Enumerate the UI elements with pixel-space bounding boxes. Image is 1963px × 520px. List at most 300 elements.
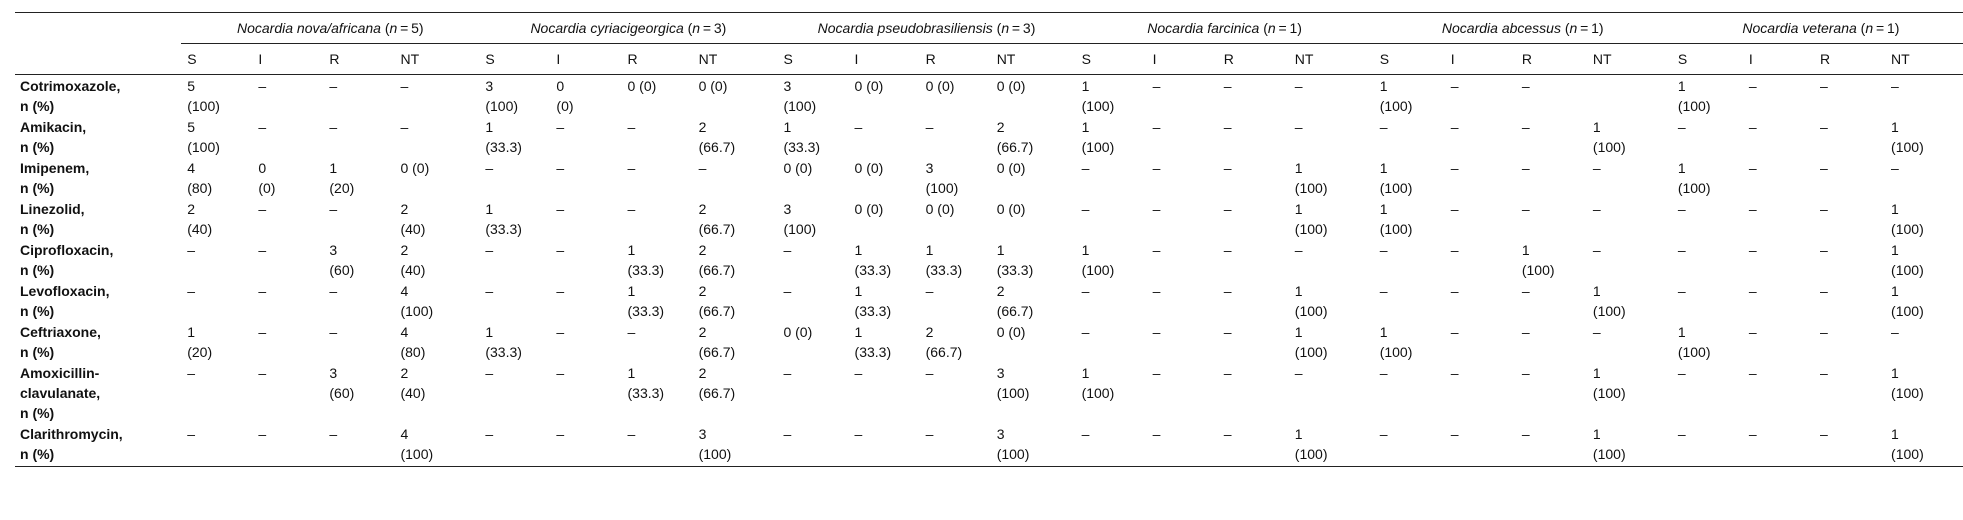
value-line: 0 (0) — [854, 160, 884, 176]
value-line: – — [1891, 160, 1899, 176]
value-cell — [1814, 157, 1885, 198]
value-cell — [693, 116, 778, 157]
subheader-blank-cell — [15, 44, 181, 75]
value-line: (66.7) — [925, 344, 963, 360]
value-cell — [920, 116, 991, 157]
value-cell — [1076, 157, 1147, 198]
value-cell — [849, 239, 920, 280]
value-line: 1 — [329, 160, 338, 176]
value-cell — [920, 198, 991, 239]
value-line: – — [627, 119, 636, 135]
value-cell — [1374, 321, 1445, 362]
paren-open: ( — [1560, 20, 1570, 36]
value-line: 2 — [698, 283, 707, 299]
value-cell — [1885, 321, 1963, 362]
value-cell — [1289, 321, 1374, 362]
value-cell — [479, 157, 550, 198]
value-line: – — [1294, 365, 1303, 381]
species-header — [479, 13, 777, 44]
value-cell — [849, 198, 920, 239]
value-line: – — [1152, 365, 1161, 381]
value-cell — [1076, 198, 1147, 239]
value-cell — [394, 239, 479, 280]
value-cell — [252, 75, 323, 117]
value-line: – — [1592, 242, 1601, 258]
category-header-r: R — [920, 44, 991, 75]
value-line: – — [1521, 324, 1530, 340]
value-line: – — [556, 242, 565, 258]
value-line: 3 — [698, 426, 707, 442]
value-cell — [777, 423, 848, 467]
value-line: (66.7) — [698, 262, 736, 278]
value-cell — [1587, 280, 1672, 321]
value-line: – — [1223, 78, 1232, 94]
value-cell — [1147, 280, 1218, 321]
value-cell — [849, 157, 920, 198]
value-cell — [252, 157, 323, 198]
value-line: 1 — [627, 365, 636, 381]
value-line: 3 — [996, 365, 1005, 381]
drug-name-line: Levofloxacin, — [20, 283, 110, 299]
paren-open: ( — [380, 20, 390, 36]
species-name: Nocardia nova/africana — [236, 20, 381, 36]
value-line: (100) — [1294, 344, 1328, 360]
value-cell — [1516, 280, 1587, 321]
value-line: (33.3) — [854, 303, 892, 319]
value-line: 2 — [698, 201, 707, 217]
value-cell — [1445, 321, 1516, 362]
value-cell — [1814, 116, 1885, 157]
value-cell — [1147, 116, 1218, 157]
category-header-nt: NT — [1587, 44, 1672, 75]
value-cell — [323, 423, 394, 467]
value-line: – — [1081, 160, 1090, 176]
value-line: 4 — [400, 324, 409, 340]
value-cell — [1147, 362, 1218, 423]
value-line: – — [1677, 365, 1686, 381]
value-line: (100) — [1891, 385, 1924, 401]
n-label: n — [1001, 20, 1010, 36]
table-row — [15, 116, 1963, 157]
value-cell — [479, 75, 550, 117]
value-line: 1 — [627, 242, 636, 258]
value-cell — [1147, 157, 1218, 198]
value-cell — [1587, 321, 1672, 362]
value-cell — [693, 157, 778, 198]
value-cell — [323, 362, 394, 423]
value-cell — [991, 75, 1076, 117]
value-line: 5 — [187, 119, 196, 135]
value-line: 2 — [187, 201, 196, 217]
value-line: (66.7) — [698, 139, 736, 155]
value-line: 1 — [1891, 283, 1899, 299]
value-line: (66.7) — [996, 303, 1034, 319]
value-line: (33.3) — [854, 262, 892, 278]
value-cell — [181, 423, 252, 467]
value-line: – — [1819, 426, 1828, 442]
value-line: (100) — [1891, 221, 1924, 237]
category-header-nt: NT — [1885, 44, 1963, 75]
species-header-row — [15, 13, 1963, 44]
species-header — [1076, 13, 1374, 44]
value-cell — [1218, 423, 1289, 467]
value-line: – — [1223, 119, 1232, 135]
value-line: 1 — [854, 324, 863, 340]
value-cell — [991, 280, 1076, 321]
value-cell — [991, 116, 1076, 157]
value-cell — [550, 423, 621, 467]
value-line: 1 — [1294, 201, 1303, 217]
value-line: 3 — [329, 242, 338, 258]
value-line: – — [1450, 78, 1459, 94]
value-line: (100) — [1891, 446, 1924, 462]
value-line: (100) — [1379, 221, 1413, 237]
value-line: 3 — [783, 201, 792, 217]
value-cell — [550, 321, 621, 362]
n-value: 3 — [1022, 20, 1031, 36]
value-cell — [849, 321, 920, 362]
drug-name-line: n (%) — [20, 98, 55, 114]
value-line: – — [925, 426, 934, 442]
value-line: (33.3) — [485, 221, 522, 237]
value-line: – — [1521, 426, 1530, 442]
value-cell — [394, 198, 479, 239]
value-cell — [1445, 116, 1516, 157]
value-cell — [1289, 75, 1374, 117]
value-cell — [323, 116, 394, 157]
value-cell — [252, 116, 323, 157]
value-cell — [1076, 321, 1147, 362]
value-cell — [1218, 280, 1289, 321]
value-line: – — [627, 324, 636, 340]
drug-name-line: Amoxicillin- — [20, 365, 100, 381]
value-line: – — [783, 365, 792, 381]
value-line: – — [627, 201, 636, 217]
value-cell — [1885, 75, 1963, 117]
value-line: 2 — [400, 365, 409, 381]
value-line: – — [1521, 78, 1530, 94]
value-cell — [181, 198, 252, 239]
value-line: 1 — [1592, 426, 1601, 442]
drug-name-line: n (%) — [20, 405, 55, 421]
value-cell — [394, 157, 479, 198]
value-line: 1 — [854, 283, 863, 299]
value-line: 0 (0) — [996, 201, 1026, 217]
value-line: 2 — [996, 283, 1005, 299]
value-line: – — [1450, 242, 1459, 258]
value-cell — [1374, 75, 1445, 117]
value-line: – — [1223, 242, 1232, 258]
table-row — [15, 362, 1963, 423]
drug-name-line: n (%) — [20, 180, 55, 196]
value-cell — [394, 280, 479, 321]
n-value: 1 — [1591, 20, 1599, 36]
value-cell — [252, 198, 323, 239]
value-line: – — [258, 242, 267, 258]
value-line: 3 — [485, 78, 494, 94]
drug-name-line: clavulanate, — [20, 385, 101, 401]
value-line: – — [556, 324, 565, 340]
value-cell — [1374, 116, 1445, 157]
value-line: 1 — [187, 324, 196, 340]
value-cell — [1743, 321, 1814, 362]
value-cell — [181, 116, 252, 157]
value-line: (20) — [187, 344, 213, 360]
value-line: – — [1379, 426, 1388, 442]
value-line: (80) — [187, 180, 213, 196]
value-line: – — [1819, 201, 1828, 217]
value-line: 1 — [1891, 119, 1899, 135]
n-value: 5 — [411, 20, 419, 36]
value-cell — [1672, 157, 1743, 198]
value-line: – — [1677, 201, 1686, 217]
value-line: – — [925, 283, 934, 299]
value-cell — [323, 239, 394, 280]
value-cell — [181, 75, 252, 117]
value-cell — [777, 321, 848, 362]
species-header — [777, 13, 1075, 44]
value-cell — [394, 116, 479, 157]
value-cell — [1147, 75, 1218, 117]
value-line: (33.3) — [627, 262, 665, 278]
value-cell — [777, 362, 848, 423]
value-cell — [1076, 280, 1147, 321]
value-line: 1 — [1592, 283, 1601, 299]
table-row — [15, 198, 1963, 239]
value-line: 5 — [187, 78, 196, 94]
category-header-nt: NT — [394, 44, 479, 75]
value-line: (40) — [400, 385, 426, 401]
drug-name-cell — [15, 321, 181, 362]
value-cell — [1076, 75, 1147, 117]
value-line: – — [1450, 283, 1459, 299]
drug-name-line: n (%) — [20, 262, 55, 278]
drug-name-line: Cotrimoxazole, — [20, 78, 121, 94]
value-cell — [1587, 116, 1672, 157]
category-header-s: S — [479, 44, 550, 75]
value-cell — [777, 116, 848, 157]
value-line: (40) — [400, 221, 426, 237]
value-cell — [1672, 321, 1743, 362]
value-line: 1 — [1891, 242, 1899, 258]
value-line: 3 — [329, 365, 338, 381]
value-line: 1 — [485, 119, 494, 135]
value-cell — [1445, 362, 1516, 423]
value-cell — [1814, 423, 1885, 467]
value-cell — [1076, 239, 1147, 280]
value-line: (100) — [783, 221, 817, 237]
value-line: – — [1819, 242, 1828, 258]
value-line: – — [1748, 242, 1757, 258]
value-line: (60) — [329, 262, 355, 278]
value-line: 0 (0) — [400, 160, 430, 176]
value-line: – — [1450, 365, 1459, 381]
value-cell — [1743, 75, 1814, 117]
value-cell — [1289, 362, 1374, 423]
value-line: – — [485, 283, 494, 299]
value-line: – — [783, 242, 792, 258]
value-cell — [920, 280, 991, 321]
value-line: 0 (0) — [996, 78, 1026, 94]
value-line: – — [1819, 160, 1828, 176]
value-line: (100) — [187, 139, 220, 155]
value-line: (66.7) — [698, 221, 736, 237]
value-line: – — [556, 160, 565, 176]
equals-sign: = — [1009, 20, 1023, 36]
value-cell — [1374, 423, 1445, 467]
value-cell — [1445, 239, 1516, 280]
value-line: (33.3) — [996, 262, 1034, 278]
value-line: – — [1450, 119, 1459, 135]
drug-name-line: Amikacin, — [20, 119, 87, 135]
value-cell — [1218, 157, 1289, 198]
value-line: – — [1294, 242, 1303, 258]
value-line: (100) — [996, 446, 1030, 462]
value-cell — [1672, 362, 1743, 423]
value-line: (100) — [1521, 262, 1555, 278]
value-line: – — [1223, 365, 1232, 381]
value-line: – — [1819, 119, 1828, 135]
value-cell — [252, 423, 323, 467]
value-line: 1 — [485, 201, 494, 217]
species-name: Nocardia abcessus — [1441, 20, 1561, 36]
value-line: – — [627, 160, 636, 176]
drug-name-line: n (%) — [20, 221, 55, 237]
value-cell — [920, 423, 991, 467]
species-name: Nocardia cyriacigeorgica — [530, 20, 684, 36]
value-line: – — [329, 283, 338, 299]
value-cell — [693, 75, 778, 117]
value-cell — [1076, 362, 1147, 423]
value-line: (40) — [400, 262, 426, 278]
value-line: 0 (0) — [996, 160, 1026, 176]
value-line: (33.3) — [854, 344, 892, 360]
value-line: (100) — [400, 303, 434, 319]
value-cell — [181, 239, 252, 280]
species-name: Nocardia veterana — [1742, 20, 1857, 36]
category-header-r: R — [1814, 44, 1885, 75]
value-line: – — [400, 78, 409, 94]
value-line: (100) — [1592, 303, 1626, 319]
table-row — [15, 157, 1963, 198]
n-label: n — [692, 20, 701, 36]
value-cell — [479, 423, 550, 467]
value-line: (20) — [329, 180, 355, 196]
value-line: – — [187, 426, 196, 442]
value-cell — [550, 157, 621, 198]
value-cell — [1516, 157, 1587, 198]
value-line: 3 — [925, 160, 934, 176]
value-line: 1 — [1521, 242, 1530, 258]
value-cell — [1218, 321, 1289, 362]
value-line: (33.3) — [485, 139, 522, 155]
value-cell — [1289, 423, 1374, 467]
header-blank-cell — [15, 13, 181, 44]
value-cell — [1814, 75, 1885, 117]
value-cell — [622, 423, 693, 467]
value-line: – — [1152, 160, 1161, 176]
paren-close: ) — [1030, 20, 1036, 36]
drug-name-cell — [15, 157, 181, 198]
value-cell — [1516, 239, 1587, 280]
value-cell — [394, 362, 479, 423]
value-line: – — [1748, 283, 1757, 299]
value-line: (100) — [1592, 139, 1626, 155]
category-header-nt: NT — [991, 44, 1076, 75]
value-line: – — [1081, 283, 1090, 299]
value-line: – — [1677, 242, 1686, 258]
table-row — [15, 423, 1963, 467]
drug-name-line: Linezolid, — [20, 201, 85, 217]
value-line: – — [1521, 365, 1530, 381]
n-value: 3 — [713, 20, 722, 36]
value-line: 0 (0) — [783, 324, 813, 340]
value-line: – — [1081, 201, 1090, 217]
value-line: (100) — [1677, 180, 1711, 196]
value-line: 0 (0) — [627, 78, 657, 94]
value-line: – — [329, 426, 338, 442]
value-cell — [1147, 423, 1218, 467]
value-line: – — [187, 283, 196, 299]
value-line: (100) — [1081, 385, 1115, 401]
value-line: – — [1819, 324, 1828, 340]
value-cell — [394, 321, 479, 362]
category-header-r: R — [323, 44, 394, 75]
value-line: 1 — [1081, 242, 1090, 258]
value-cell — [1218, 116, 1289, 157]
value-line: – — [1819, 283, 1828, 299]
value-cell — [1885, 239, 1963, 280]
value-line: 1 — [1294, 426, 1303, 442]
value-line: – — [1294, 119, 1303, 135]
drug-name-line: Ceftriaxone, — [20, 324, 101, 340]
value-line: – — [1152, 201, 1161, 217]
value-cell — [693, 280, 778, 321]
value-line: – — [258, 365, 267, 381]
value-line: 0 (0) — [698, 78, 728, 94]
value-line: – — [1152, 242, 1161, 258]
value-line: – — [1748, 78, 1757, 94]
drug-name-cell — [15, 116, 181, 157]
value-cell — [1289, 198, 1374, 239]
category-header-i: I — [550, 44, 621, 75]
value-cell — [849, 362, 920, 423]
value-line: – — [1081, 324, 1090, 340]
equals-sign: = — [1577, 20, 1592, 36]
value-line: – — [1748, 119, 1757, 135]
value-line: 3 — [783, 78, 792, 94]
paren-open: ( — [1259, 20, 1268, 36]
value-cell — [550, 362, 621, 423]
value-line: (66.7) — [698, 385, 736, 401]
value-line: 1 — [1891, 365, 1899, 381]
value-cell — [1445, 198, 1516, 239]
n-value: 1 — [1886, 20, 1895, 36]
n-value: 1 — [1289, 20, 1298, 36]
value-cell — [693, 423, 778, 467]
value-line: – — [1223, 426, 1232, 442]
value-cell — [1672, 423, 1743, 467]
value-cell — [479, 280, 550, 321]
value-cell — [550, 75, 621, 117]
value-line: (100) — [1294, 221, 1328, 237]
value-cell — [849, 423, 920, 467]
drug-name-cell — [15, 423, 181, 467]
equals-sign: = — [700, 20, 714, 36]
category-header-i: I — [252, 44, 323, 75]
value-cell — [1885, 198, 1963, 239]
value-line: (33.3) — [925, 262, 963, 278]
